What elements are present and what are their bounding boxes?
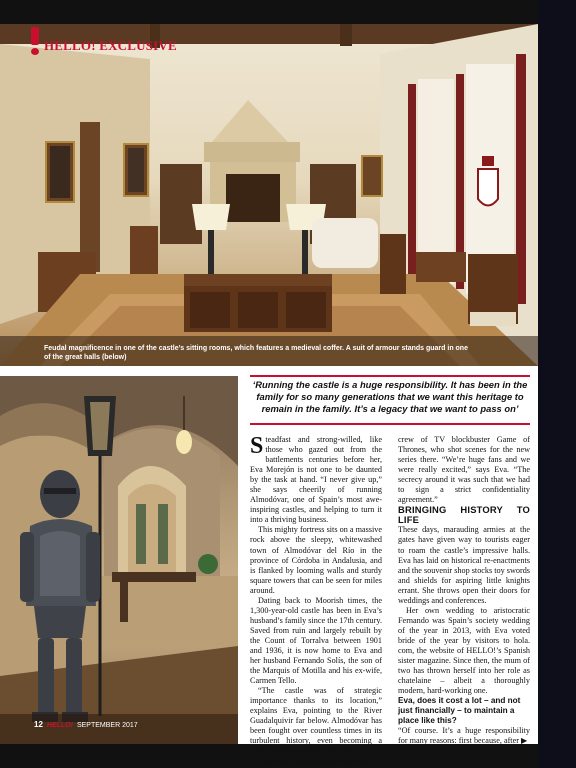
quote-rule-top xyxy=(250,375,530,377)
page-number: 12 xyxy=(34,720,43,729)
sitting-room-illustration xyxy=(0,24,538,366)
quote-rule-bottom xyxy=(250,423,530,425)
armour-illustration xyxy=(0,376,238,744)
exclamation-logo-icon xyxy=(30,27,40,55)
article-column-1 xyxy=(250,435,382,767)
page-folio xyxy=(34,720,138,729)
article-paragraph: crew of TV blockbuster Game of Thrones, who shot scenes for the new series there. “We’re huge fans and we were really excited,” says Eva. “The secrecy around it was such that we had to sign a strict confidentiality agreement.” xyxy=(398,435,530,505)
article-paragraph: Her own wedding to aristocratic Fernando was Spain’s society wedding of the year in 2013, with Eva voted bride of the year by visitors to hola. com, the website of HELLO!’s Spanish sister magazine. Since then, the mum of two has thrown herself into her role as chatelaine – albeit a thoroughly modern, hard-working one. xyxy=(398,605,530,696)
section-label xyxy=(44,38,177,54)
article-paragraph: This mighty fortress sits on a massive rock above the sleepy, whitewashed town of Almodóvar del Río in the province of Córdoba in Andalusia, and is flanked by looming walls and sturdy square towers that can be seen for miles around. xyxy=(250,525,382,595)
photo-caption: Feudal magnificence in one of the castle’s sitting rooms, which features a medieval coffer. A suit of armour stands guard in one of the great halls (below) xyxy=(44,345,468,361)
section-brand xyxy=(30,27,177,55)
page-edge-strip xyxy=(538,0,576,768)
brand-hello: HELLO! xyxy=(44,38,96,53)
sitting-room-photo xyxy=(0,24,538,366)
answer-text: “Of course. It’s a huge responsibility for many reasons: first because, after xyxy=(398,726,530,746)
paragraph-text: teadfast and strong-willed, like those who gazed out from the battlements centuries before her, Eva Morejón is not one to be daunted by the task at hand. “I never give up,” she says cheerily of running Almodóvar, one of Spain’s most awe-inspiring castles, and helping to turn it into a thriving business. xyxy=(250,435,382,525)
article-paragraph xyxy=(250,435,382,525)
article-paragraph: “The castle was of strategic importance thanks to its location,” explains Eva, pointing to the River Guadalquivir far below. Almodóvar has been fought over countless times in its turbulent history, even becoming a royal residence in the 14th century. xyxy=(250,686,382,756)
brand-section: EXCLUSIVE xyxy=(99,38,177,53)
drop-cap: S xyxy=(250,433,264,459)
magazine-page xyxy=(0,24,538,766)
article-column-2 xyxy=(398,435,530,746)
article-paragraph: Dating back to Moorish times, the 1,300-year-old castle has been in Eva’s husband’s family since the 17th century. Saved from ruin and largely rebuilt by the Count of Torralva between 1901 and 1936, it is now home to Eva and her husband Fernando Solís, the son of the Marquis of Motilla and his ex-wife, Carmen Tello. xyxy=(250,595,382,686)
article-paragraph: These days, marauding armies at the gates have given way to tourists eager to roam the castle’s impressive halls. Eva has laid on historical re-enactments and the souvenir shop stocks toy swords and shields for aspiring little knights errant. She throws open their doors for weddings and conferences. xyxy=(398,525,530,605)
section-subhead: BRINGING HISTORY TO LIFE xyxy=(398,504,530,526)
interview-answer xyxy=(398,726,530,746)
continue-arrow-icon: ▶ xyxy=(521,736,528,746)
armour-hall-photo xyxy=(0,376,238,744)
article-paragraph: It has also welcomed the cast and xyxy=(258,756,368,766)
folio-issue: SEPTEMBER 2017 xyxy=(76,722,138,729)
interview-question: Eva, does it cost a lot – and not just financially – to maintain a place like this? xyxy=(398,696,521,726)
folio-magazine: HELLO! xyxy=(46,722,73,729)
pull-quote: ‘Running the castle is a huge responsibility. It has been in the family for so many generations that we want this heritage to remain in the family. It’s a legacy that we want to pass on’ xyxy=(252,379,528,414)
